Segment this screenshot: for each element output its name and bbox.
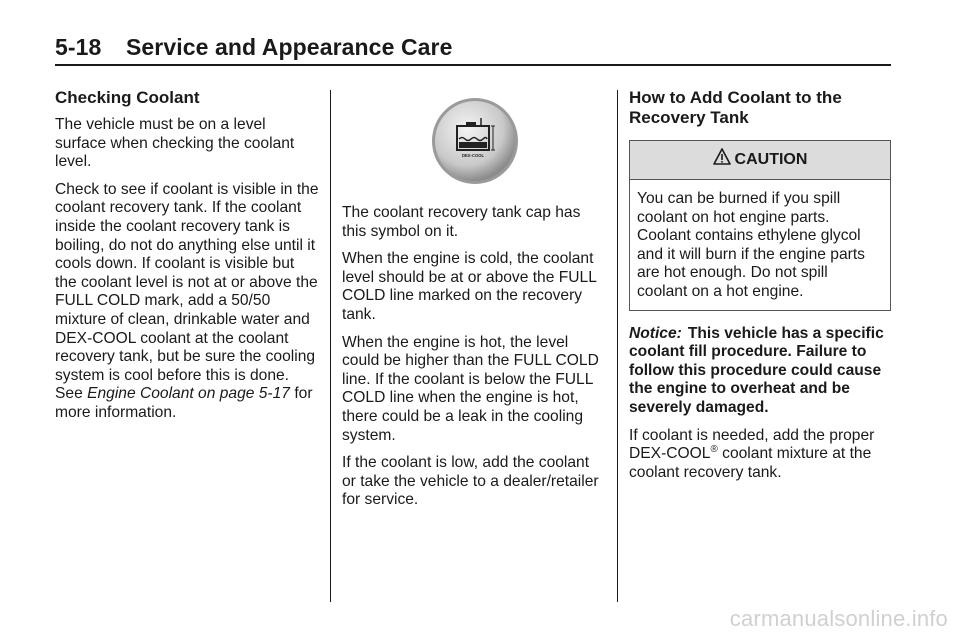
- middle-column: [342, 96, 602, 519]
- checking-coolant-heading: Checking Coolant: [55, 88, 200, 107]
- column-divider: [330, 90, 331, 602]
- notice: [629, 325, 891, 418]
- header-rule: [55, 64, 891, 66]
- column-divider: [617, 90, 618, 602]
- registered-mark: ®: [710, 443, 718, 455]
- cap-illustration: [342, 96, 602, 200]
- watermark: carmanualsonline.info: [729, 606, 948, 631]
- paragraph: [629, 427, 891, 483]
- coolant-cap-icon: [430, 96, 520, 186]
- page-header: [55, 34, 453, 61]
- paragraph-text: If coolant is needed, add the proper DEX-COOL: [629, 426, 875, 463]
- warning-icon: [713, 148, 731, 166]
- caution-text: You can be burned if you spill coolant on hot engine parts. Coolant contains ethylene glycol and it will burn if the engine parts are hot enough. Do not spill coolant on a hot engine.: [637, 190, 865, 300]
- cross-reference-link[interactable]: Engine Coolant on page 5-17: [87, 385, 290, 403]
- page-number: 5-18: [55, 34, 102, 60]
- caution-title: CAUTION: [734, 150, 808, 168]
- caution-box: [629, 140, 891, 311]
- notice-text: This vehicle has a specific coolant fill procedure. Failure to follow this procedure could cause the engine to overheat and be severely damaged.: [629, 324, 884, 416]
- paragraph: [55, 181, 320, 423]
- paragraph: If the coolant is low, add the coolant or take the vehicle to a dealer/retailer for service.: [342, 454, 599, 509]
- cap-symbol-label: DEX-COOL: [461, 153, 485, 158]
- right-column: [629, 88, 891, 491]
- add-coolant-heading: How to Add Coolant to the Recovery Tank: [629, 88, 842, 127]
- paragraph-text: coolant mixture at the coolant recovery tank.: [629, 445, 872, 481]
- paragraph-text: for more information.: [55, 385, 313, 421]
- paragraph: The coolant recovery tank cap has this symbol on it.: [342, 204, 581, 240]
- section-title: Service and Appearance Care: [125, 34, 453, 60]
- notice-label: Notice:: [629, 324, 682, 342]
- paragraph: The vehicle must be on a level surface when checking the coolant level.: [55, 116, 295, 171]
- left-column: [55, 88, 320, 432]
- paragraph: When the engine is hot, the level could be higher than the FULL COLD line. If the coolant is below the FULL COLD line when the engine is hot, there could be a leak in the cooling system.: [342, 333, 599, 444]
- paragraph-text: Check to see if coolant is visible in the coolant recovery tank. If the coolant inside the coolant recovery tank is boiling, do not do anything else until it cools down. If coolant is visible but the coolant level is not at or above the FULL COLD mark, add a 50/50 mixture of clean, drinkable water and DEX-COOL coolant at the coolant recovery tank, but be sure the cooling system is cool before this is done. See: [55, 180, 319, 403]
- paragraph: When the engine is cold, the coolant level should be at or above the FULL COLD line marked on the recovery tank.: [342, 250, 597, 323]
- caution-header: [630, 141, 890, 180]
